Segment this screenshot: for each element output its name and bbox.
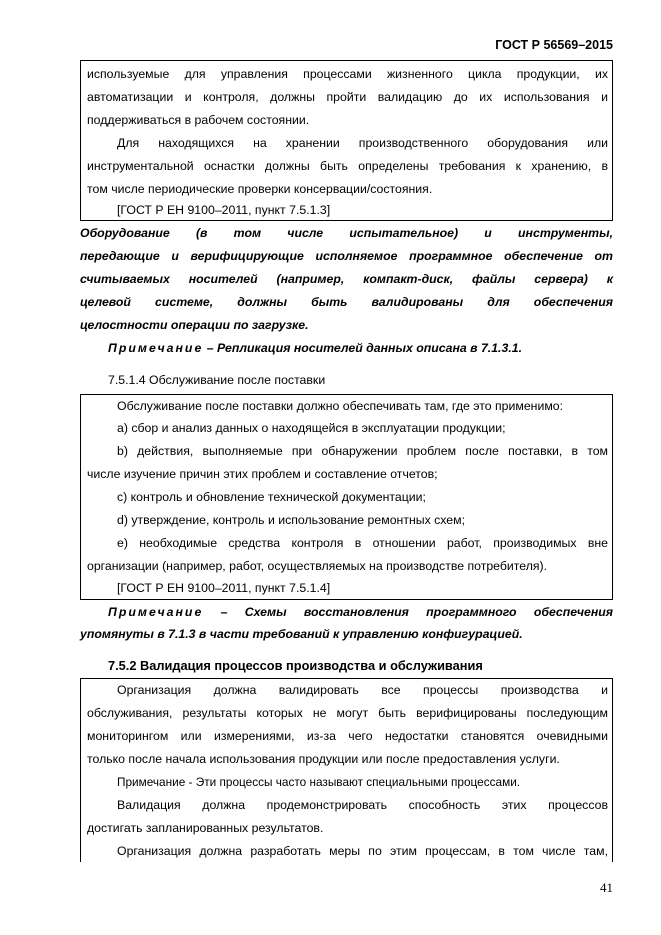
- document-code: ГОСТ Р 56569–2015: [495, 38, 613, 52]
- page-number: 41: [600, 880, 613, 895]
- section-heading-7514: 7.5.1.4 Обслуживание после поставки: [108, 373, 326, 387]
- note-text: Репликация носителей данных описана в 7.1.3.1.: [216, 341, 522, 355]
- box-line: поддерживаться в рабочем состоянии.: [87, 113, 310, 127]
- box-line: автоматизации и контроля, должны пройти валидацию до их использования и: [87, 90, 608, 104]
- box-line: том числе периодические проверки консервации/состояния.: [87, 182, 433, 196]
- note-label: Примечание: [108, 341, 204, 355]
- note-dash: –: [220, 605, 228, 619]
- quoted-box-752: [80, 678, 613, 862]
- paragraph-line: считываемых носителей (например, компакт-диск, файлы сервера) к: [80, 272, 613, 286]
- box-line: используемые для управления процессами жизненного цикла продукции, их: [87, 67, 608, 81]
- box-line: только после начала использования продукции или после предоставления услуги.: [87, 752, 560, 766]
- box-line: организации (например, работ, осуществляемых на производстве потребителя).: [87, 559, 548, 573]
- box-line: обслуживания, результаты которых не могут быть верифицированы последующим: [87, 706, 608, 720]
- box-line: Обслуживание после поставки должно обеспечивать там, где это применимо:: [117, 399, 564, 413]
- list-item-b: b) действия, выполняемые при обнаружении проблем после поставки, в том: [117, 444, 608, 458]
- inline-note: Примечание - Эти процессы часто называют специальными процессами.: [117, 775, 521, 789]
- list-item-e: e) необходимые средства контроля в отношении работ, производимых вне: [117, 536, 608, 550]
- box-line: достигать запланированных результатов.: [87, 821, 324, 835]
- box-line: Организация должна валидировать все процессы производства и: [117, 683, 608, 697]
- note-label: Примечание: [108, 605, 204, 619]
- paragraph-line: целевой системе, должны быть валидированы для обеспечения: [80, 295, 613, 309]
- box-line: Организация должна разработать меры по этим процессам, в том числе там,: [117, 844, 608, 858]
- note-1: [108, 341, 522, 355]
- note-2: [80, 605, 613, 619]
- paragraph-line: целостности операции по загрузке.: [80, 318, 309, 332]
- box-line: Валидация должна продемонстрировать способность этих процессов: [117, 798, 608, 812]
- paragraph-line: передающие и верифицирующие исполняемое программное обеспечение от: [80, 249, 613, 263]
- box-line: мониторингом или измерениями, из-за чего недостатки становятся очевидными: [87, 729, 608, 743]
- source-reference: [ГОСТ Р ЕН 9100–2011, пункт 7.5.1.3]: [117, 203, 331, 217]
- source-reference: [ГОСТ Р ЕН 9100–2011, пункт 7.5.1.4]: [117, 581, 331, 595]
- note-text: Схемы восстановления программного обеспечения: [244, 605, 614, 619]
- paragraph-line: Оборудование (в том числе испытательное) и инструменты,: [80, 226, 613, 240]
- list-item-a: a) сбор и анализ данных о находящейся в эксплуатации продукции;: [117, 421, 506, 435]
- list-item-d: d) утверждение, контроль и использование ремонтных схем;: [117, 513, 466, 527]
- note-dash: –: [206, 341, 214, 355]
- box-line: инструментальной оснастки должны быть определены требования к хранению, в: [87, 159, 608, 173]
- section-heading-752: 7.5.2 Валидация процессов производства и обслуживания: [108, 658, 483, 673]
- list-item-c: c) контроль и обновление технической документации;: [117, 490, 426, 504]
- note-2-continuation: упомянуты в 7.1.3 в части требований к управлению конфигурацией.: [80, 627, 523, 641]
- quoted-box-7513: [80, 60, 613, 221]
- box-line: Для находящихся на хранении производственного оборудования или: [117, 136, 608, 150]
- box-line: числе изучение причин этих проблем и составление отчетов;: [87, 467, 438, 481]
- quoted-box-7514: [80, 394, 613, 600]
